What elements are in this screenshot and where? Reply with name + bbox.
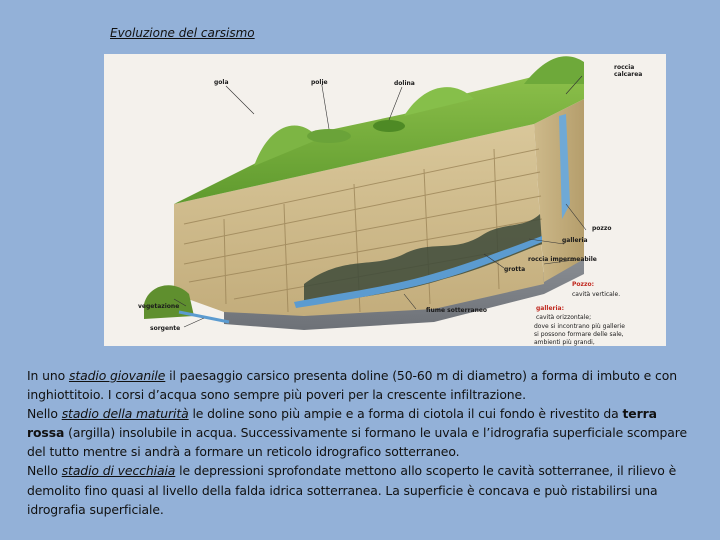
paragraph-stadio-vecchiaia [27, 461, 697, 518]
label-grotta: grotta [504, 266, 526, 273]
karst-diagram [104, 54, 666, 346]
text-run: il paesaggio carsico presenta doline (50-60 m di diametro) a forma di imbuto e con inghiottitoio. I corsi d’acqua sono sempre più poveri per la crescente infiltrazione. [27, 368, 677, 403]
term-terra-rossa: terra rossa [27, 406, 657, 441]
term-stadio-giovanile: stadio giovanile [68, 368, 166, 383]
label-pozzo: pozzo [592, 225, 612, 232]
legend-galleria-line: cavità orizzontale; [536, 314, 592, 321]
legend-galleria-title: galleria: [536, 305, 564, 312]
label-gola: gola [214, 79, 229, 86]
label-roccia-impermeabile: roccia impermeabile [528, 256, 597, 263]
label-fiume-sotterraneo: fiume sotterraneo [426, 307, 488, 314]
text-run: In uno [27, 368, 69, 383]
term-stadio-maturita: stadio della maturità [61, 406, 189, 422]
paragraph-stadio-giovanile [27, 366, 697, 404]
body-text [27, 366, 697, 519]
label-roccia: roccia [614, 64, 635, 71]
label-calcarea: calcarea [614, 71, 643, 78]
hill-right [524, 56, 584, 84]
legend-galleria-line: ambienti più grandi, [534, 339, 595, 346]
legend-pozzo-title: Pozzo: [572, 281, 595, 288]
text-run: (argilla) insolubile in acqua. Successivamente si formano le uvala e l’idrografia superficiale scompare del tutto mentre si andrà a formare un reticolo idrografico sotterraneo. [27, 425, 687, 460]
label-dolina: dolina [394, 80, 415, 87]
legend-galleria-line: dove si incontrano più gallerie [534, 323, 625, 330]
text-run: le depressioni sprofondate mettono allo scoperto le cavità sotterranee, il rilievo è demolito fino quasi al livello della falda idrica sotterranea. La superficie è concava e può ristabilirsi una idrografia superficiale. [27, 463, 677, 517]
paragraph-stadio-maturita [27, 404, 697, 461]
doline [373, 120, 405, 132]
label-polje: polje [311, 79, 328, 86]
text-run: le doline sono più ampie e a forma di ciotola il cui fondo è rivestito da [188, 406, 623, 422]
text-run: Nello [27, 406, 62, 422]
polje [307, 129, 351, 143]
label-galleria: galleria [562, 237, 588, 244]
legend-galleria-line: si possono formare delle sale, [534, 331, 624, 338]
slide-title: Evoluzione del carsismo [110, 26, 255, 40]
legend-pozzo-text: cavità verticale. [572, 291, 621, 298]
label-vegetazione: vegetazione [138, 303, 180, 310]
label-sorgente: sorgente [150, 325, 181, 332]
spring [179, 312, 229, 322]
text-run: Nello [27, 463, 62, 479]
karst-illustration [104, 54, 666, 346]
term-stadio-vecchiaia: stadio di vecchiaia [61, 463, 176, 479]
